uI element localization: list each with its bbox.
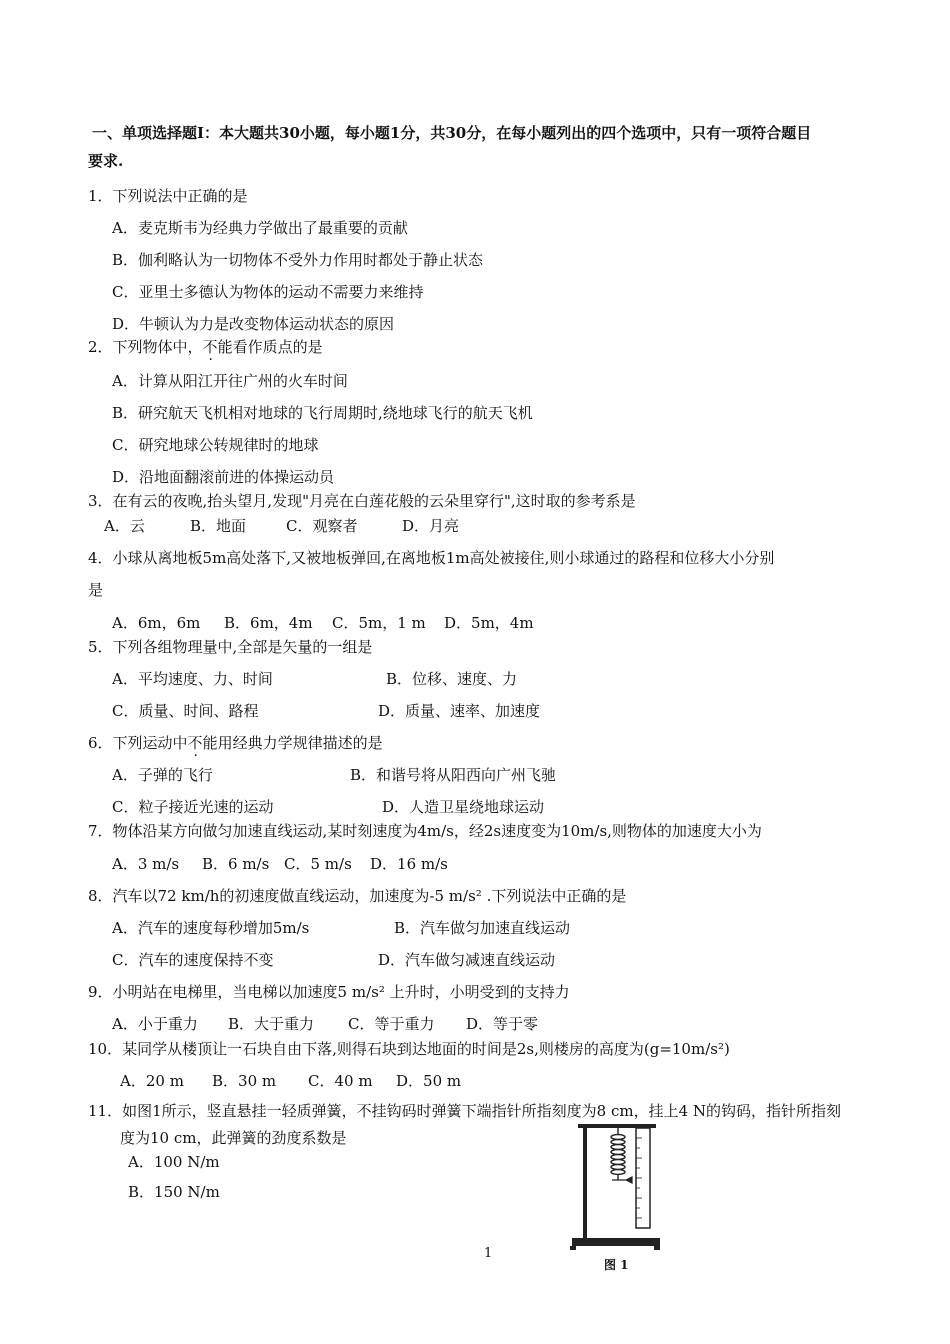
- stand-foot-left: [570, 1246, 576, 1250]
- question-3-option-d: D．月亮: [402, 517, 460, 535]
- question-8-option-c: C．汽车的速度保持不变: [112, 951, 274, 969]
- question-6-emphasis: 不: [187, 734, 203, 752]
- question-4-options: [112, 613, 534, 633]
- stand-base: [572, 1238, 660, 1246]
- question-6-option-d: D．人造卫星绕地球运动: [382, 798, 545, 816]
- figure-1-caption: 图 1: [604, 1258, 629, 1272]
- question-7-option-c: C．5 m/s: [284, 855, 352, 873]
- question-10-options: [120, 1071, 461, 1091]
- question-6-option-a: A．子弹的飞行: [112, 766, 213, 784]
- question-8-option-d: D．汽车做匀减速直线运动: [378, 951, 556, 969]
- question-10-option-d: D．50 m: [396, 1072, 462, 1090]
- question-1-option-d: D．牛顿认为力是改变物体运动状态的原因: [112, 315, 395, 333]
- stand-foot-right: [654, 1246, 660, 1250]
- question-9-option-d: D．等于零: [466, 1015, 539, 1033]
- question-9-option-b: B．大于重力: [228, 1015, 315, 1033]
- question-8-stem: 8．汽车以72 km/h的初速度做直线运动，加速度为-5 m/s² .下列说法中正确的是: [88, 887, 627, 905]
- question-1-stem: 1．下列说法中正确的是: [88, 187, 248, 205]
- question-6-option-b: B．和谐号将从阳西向广州飞驰: [350, 766, 557, 784]
- question-4-option-b: B．6m，4m: [224, 614, 313, 632]
- question-5-option-c: C．质量、时间、路程: [112, 702, 259, 720]
- question-2-stem-part1: 2．下列物体中，: [88, 338, 203, 356]
- question-6-stem: [88, 733, 383, 753]
- figure-1-spring-apparatus: [566, 1118, 666, 1278]
- question-4-stem-continued: 是: [88, 581, 104, 599]
- question-10-option-a: A．20 m: [120, 1072, 184, 1090]
- question-10-stem: 10．某同学从楼顶让一石块自由下落,则得石块到达地面的时间是2s,则楼房的高度为(g=10m/s²): [88, 1040, 730, 1058]
- question-4-stem: 4．小球从离地板5m高处落下,又被地板弹回,在离地板1m高处被接住,则小球通过的路程和位移大小分别: [88, 549, 775, 567]
- question-9-options: [112, 1014, 538, 1034]
- page-number: 1: [484, 1246, 493, 1261]
- question-11-option-a: A．100 N/m: [128, 1153, 220, 1171]
- question-4-option-c: C．5m，1 m: [332, 614, 426, 632]
- question-2-emphasis: 不: [202, 338, 218, 356]
- question-5-stem: 5．下列各组物理量中,全部是矢量的一组是: [88, 638, 373, 656]
- question-4-option-d: D．5m，4m: [444, 614, 534, 632]
- question-11-option-b: B．150 N/m: [128, 1183, 220, 1201]
- question-9-stem: 9．小明站在电梯里，当电梯以加速度5 m/s² 上升时，小明受到的支持力: [88, 983, 570, 1001]
- spring-coils: [611, 1128, 625, 1180]
- question-6-option-c: C．粒子接近光速的运动: [112, 798, 274, 816]
- question-7-option-d: D．16 m/s: [370, 855, 448, 873]
- question-7-options: [112, 854, 448, 874]
- question-3-options: [104, 516, 459, 536]
- question-6-stem-part1: 6．下列运动中: [88, 734, 188, 752]
- question-11-stem-continued: 度为10 cm，此弹簧的劲度系数是: [120, 1129, 347, 1147]
- question-3-option-b: B．地面: [190, 517, 247, 535]
- spring-pointer: [612, 1177, 632, 1183]
- question-2-stem: [88, 337, 323, 357]
- question-2-option-c: C．研究地球公转规律时的地球: [112, 436, 319, 454]
- question-10-option-c: C．40 m: [308, 1072, 373, 1090]
- question-7-option-b: B．6 m/s: [202, 855, 270, 873]
- question-5-option-b: B．位移、速度、力: [386, 670, 518, 688]
- question-7-option-a: A．3 m/s: [112, 855, 180, 873]
- question-10-option-b: B．30 m: [212, 1072, 277, 1090]
- question-8-option-a: A．汽车的速度每秒增加5m/s: [112, 919, 310, 937]
- question-2-option-d: D．沿地面翻滚前进的体操运动员: [112, 468, 335, 486]
- question-1-option-a: A．麦克斯韦为经典力学做出了最重要的贡献: [112, 219, 408, 237]
- question-11-stem: 11．如图1所示，竖直悬挂一轻质弹簧，不挂钩码时弹簧下端指针所指刻度为8 cm，挂上4 N的钩码，指针所指刻: [88, 1102, 842, 1120]
- question-3-stem: 3．在有云的夜晚,抬头望月,发现"月亮在白莲花般的云朵里穿行",这时取的参考系是: [88, 492, 636, 510]
- question-1-option-c: C．亚里士多德认为物体的运动不需要力来维持: [112, 283, 424, 301]
- question-3-option-c: C．观察者: [286, 517, 358, 535]
- question-6-stem-part2: 能用经典力学规律描述的是: [202, 734, 383, 752]
- question-8-option-b: B．汽车做匀加速直线运动: [394, 919, 571, 937]
- spring-stand-illustration: [566, 1118, 666, 1278]
- question-9-option-a: A．小于重力: [112, 1015, 198, 1033]
- question-2-option-b: B．研究航天飞机相对地球的飞行周期时,绕地球飞行的航天飞机: [112, 404, 533, 422]
- question-2-stem-part2: 能看作质点的是: [217, 338, 323, 356]
- question-7-stem: 7．物体沿某方向做匀加速直线运动,某时刻速度为4m/s，经2s速度变为10m/s,则物体的加速度大小为: [88, 822, 762, 840]
- question-4-option-a: A．6m，6m: [112, 614, 201, 632]
- section-heading-line1: 一、单项选择题Ⅰ：本大题共30小题，每小题1分，共30分，在每小题列出的四个选项中，只有一项符合题目: [92, 124, 812, 142]
- question-9-option-c: C．等于重力: [348, 1015, 435, 1033]
- stand-pole: [583, 1124, 587, 1238]
- question-5-option-a: A．平均速度、力、时间: [112, 670, 273, 688]
- question-3-option-a: A．云: [104, 517, 145, 535]
- section-heading-line2: 要求.: [88, 152, 124, 170]
- question-5-option-d: D．质量、速率、加速度: [378, 702, 541, 720]
- question-1-option-b: B．伽利略认为一切物体不受外力作用时都处于静止状态: [112, 251, 484, 269]
- question-2-option-a: A．计算从阳江开往广州的火车时间: [112, 372, 348, 390]
